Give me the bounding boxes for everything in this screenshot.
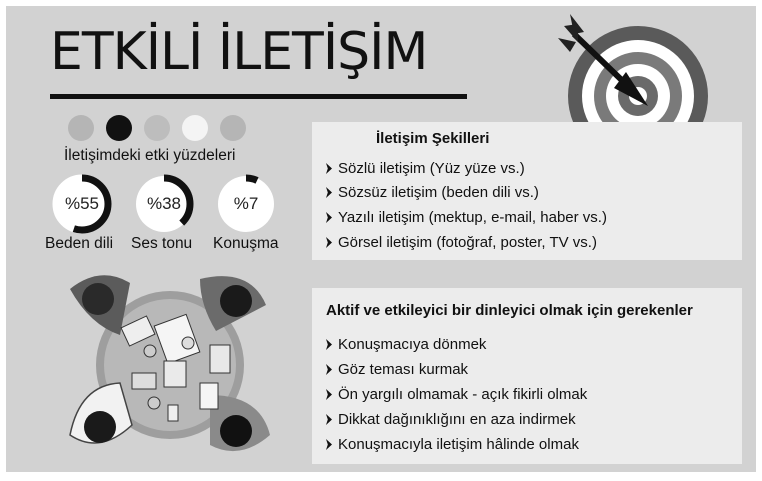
percent-ring-voice <box>132 172 196 236</box>
meeting-table-icon <box>60 265 280 465</box>
bullet-arrow-icon <box>326 212 332 223</box>
percent-label: Ses tonu <box>131 235 193 252</box>
list-item <box>326 234 597 251</box>
list-item-text: Yazılı iletişim (mektup, e-mail, haber vs.) <box>338 209 607 226</box>
percentages-heading: İletişimdeki etki yüzdeleri <box>64 147 236 164</box>
list-item <box>326 160 525 177</box>
color-dot <box>68 115 94 141</box>
list-item <box>326 336 486 353</box>
color-dot <box>182 115 208 141</box>
list-item-text: Konuşmacıyla iletişim hâlinde olmak <box>338 436 579 453</box>
bullet-arrow-icon <box>326 389 332 400</box>
list-item <box>326 184 539 201</box>
title-underline <box>50 94 467 99</box>
percent-value: %55 <box>64 194 100 213</box>
bullet-arrow-icon <box>326 364 332 375</box>
percent-value: %38 <box>146 194 182 213</box>
list-item <box>326 386 587 403</box>
bullet-arrow-icon <box>326 187 332 198</box>
page-title: ETKİLİ İLETİŞİM <box>50 22 428 82</box>
list-item <box>326 361 468 378</box>
color-dot <box>106 115 132 141</box>
percent-label: Beden dili <box>45 235 114 252</box>
bullet-arrow-icon <box>326 163 332 174</box>
forms-title: İletişim Şekilleri <box>376 130 490 147</box>
percent-label: Konuşma <box>213 235 279 252</box>
list-item-text: Konuşmacıya dönmek <box>338 336 487 353</box>
bullet-arrow-icon <box>326 339 332 350</box>
bullet-arrow-icon <box>326 237 332 248</box>
list-item-text: Göz teması kurmak <box>338 361 469 378</box>
list-item-text: Sözlü iletişim (Yüz yüze vs.) <box>338 160 525 177</box>
list-item-text: Ön yargılı olmamak - açık fikirli olmak <box>338 386 588 403</box>
percent-ring-body <box>50 172 114 236</box>
percent-ring-speech <box>214 172 278 236</box>
color-dot <box>220 115 246 141</box>
color-dot <box>144 115 170 141</box>
list-item <box>326 436 579 453</box>
list-item-text: Görsel iletişim (fotoğraf, poster, TV vs.) <box>338 234 597 251</box>
listener-title: Aktif ve etkileyici bir dinleyici olmak için gerekenler <box>326 302 693 319</box>
communication-forms-box <box>312 122 742 260</box>
list-item <box>326 411 576 428</box>
bullet-arrow-icon <box>326 414 332 425</box>
bullet-arrow-icon <box>326 439 332 450</box>
list-item-text: Dikkat dağınıklığını en aza indirmek <box>338 411 576 428</box>
list-item <box>326 209 607 226</box>
active-listener-box <box>312 288 742 464</box>
percent-value: %7 <box>233 194 259 213</box>
list-item-text: Sözsüz iletişim (beden dili vs.) <box>338 184 539 201</box>
